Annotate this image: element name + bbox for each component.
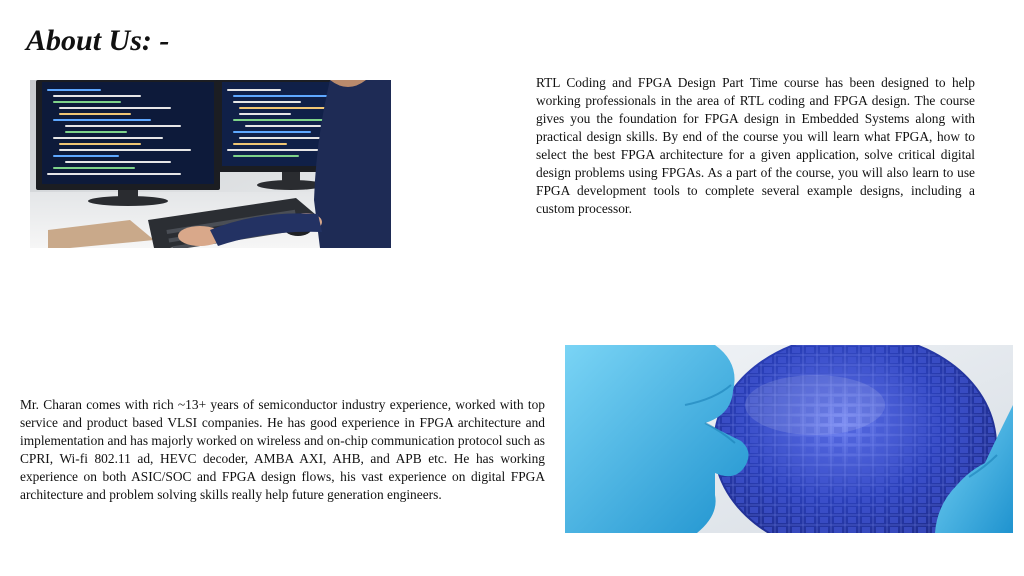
silicon-wafer-photo	[565, 345, 1013, 533]
instructor-bio: Mr. Charan comes with rich ~13+ years of semiconductor industry experience, worked with top service and product based VLSI companies. He has good experience in FPGA architecture and implementation and has majorly worked on wireless and on-chip communication protocol such as CPRI, Wi-fi 802.11 ad, HEVC decoder, AMBA AXI, AHB, and APB etc. He has working experience on both ASIC/SOC and FPGA design flows, his vast experience on digital FPGA architecture and problem solving skills really help future generation engineers.	[20, 397, 545, 502]
course-description: RTL Coding and FPGA Design Part Time course has been designed to help working professionals in the area of RTL coding and FPGA design. The course gives you the foundation for FPGA design in Embedded Systems along with practical design skills. By end of the course you will learn what FPGA, how to select the best FPGA architecture for a given application, solve critical digital design problems using FPGAs. As a part of the course, you will also learn to use FPGA development tools to complete several example designs, including a custom processor.	[536, 75, 975, 216]
page-title: About Us: -	[26, 24, 170, 57]
silicon-wafer-illustration	[565, 345, 1013, 533]
coding-workstation-illustration	[30, 80, 391, 248]
coding-workstation-photo	[30, 80, 391, 248]
